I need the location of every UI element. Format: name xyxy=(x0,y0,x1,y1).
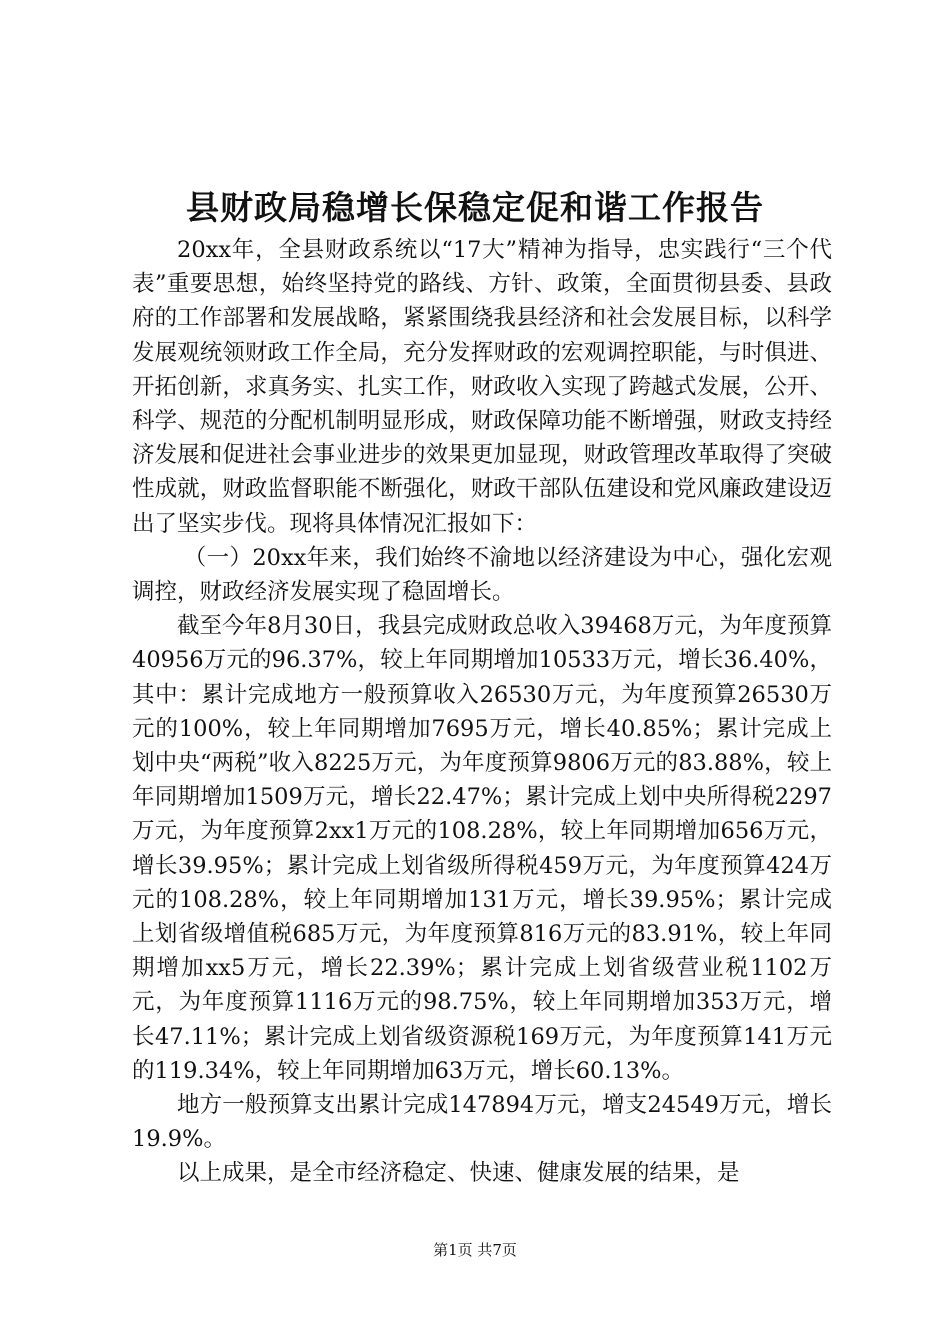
document-title: 县财政局稳增长保稳定促和谐工作报告 xyxy=(186,188,764,227)
paragraph-conclusion: 以上成果，是全市经济稳定、快速、健康发展的结果，是 xyxy=(177,1160,740,1187)
page-indicator: 第1页 共7页 xyxy=(433,1241,517,1259)
paragraph-expenditure: 地方一般预算支出累计完成147894万元，增支24549万元，增长19.9%。 xyxy=(132,1092,832,1153)
paragraph-intro: 20xx年，全县财政系统以“17大”精神为指导，忠实践行“三个代表”重要思想，始终坚持党的路线、方针、政策，全面贯彻县委、县政府的工作部署和发展战略，紧紧围绕我县经济和社会发展目标，以科学发展观统领财政工作全局，充分发挥财政的宏观调控职能，与时俱进、开拓创新，求真务实、扎实工作，财政收入实现了跨越式发展，公开、科学、规范的分配机制明显形成，财政保障功能不断增强，财政支持经济发展和促进社会事业进步的效果更加显现，财政管理改革取得了突破性成就，财政监督职能不断强化，财政干部队伍建设和党风廉政建设迈出了坚实步伐。现将具体情况汇报如下： xyxy=(132,237,832,537)
document-body xyxy=(132,233,832,1191)
paragraph-revenue: 截至今年8月30日，我县完成财政总收入39468万元，为年度预算40956万元的96.37%，较上年同期增加10533万元，增长36.40%，其中：累计完成地方一般预算收入26530万元，为年度预算26530万元的100%，较上年同期增加7695万元，增长40.85%；累计完成上划中央“两税”收入8225万元，为年度预算9806万元的83.88%，较上年同期增加1509万元，增长22.47%；累计完成上划中央所得税2297万元，为年度预算2xx1万元的108.28%，较上年同期增加656万元，增长39.95%；累计完成上划省级所得税459万元，为年度预算424万元的108.28%，较上年同期增加131万元，增长39.95%；累计完成上划省级增值税685万元，为年度预算816万元的83.91%，较上年同期增加xx5万元，增长22.39%；累计完成上划省级营业税1102万元，为年度预算1116万元的98.75%，较上年同期增加353万元，增长47.11%；累计完成上划省级资源税169万元，为年度预算141万元的119.34%，较上年同期增加63万元，增长60.13%。 xyxy=(132,613,832,1084)
paragraph-section-heading: （一）20xx年来，我们始终不渝地以经济建设为中心，强化宏观调控，财政经济发展实现了稳固增长。 xyxy=(132,544,832,606)
